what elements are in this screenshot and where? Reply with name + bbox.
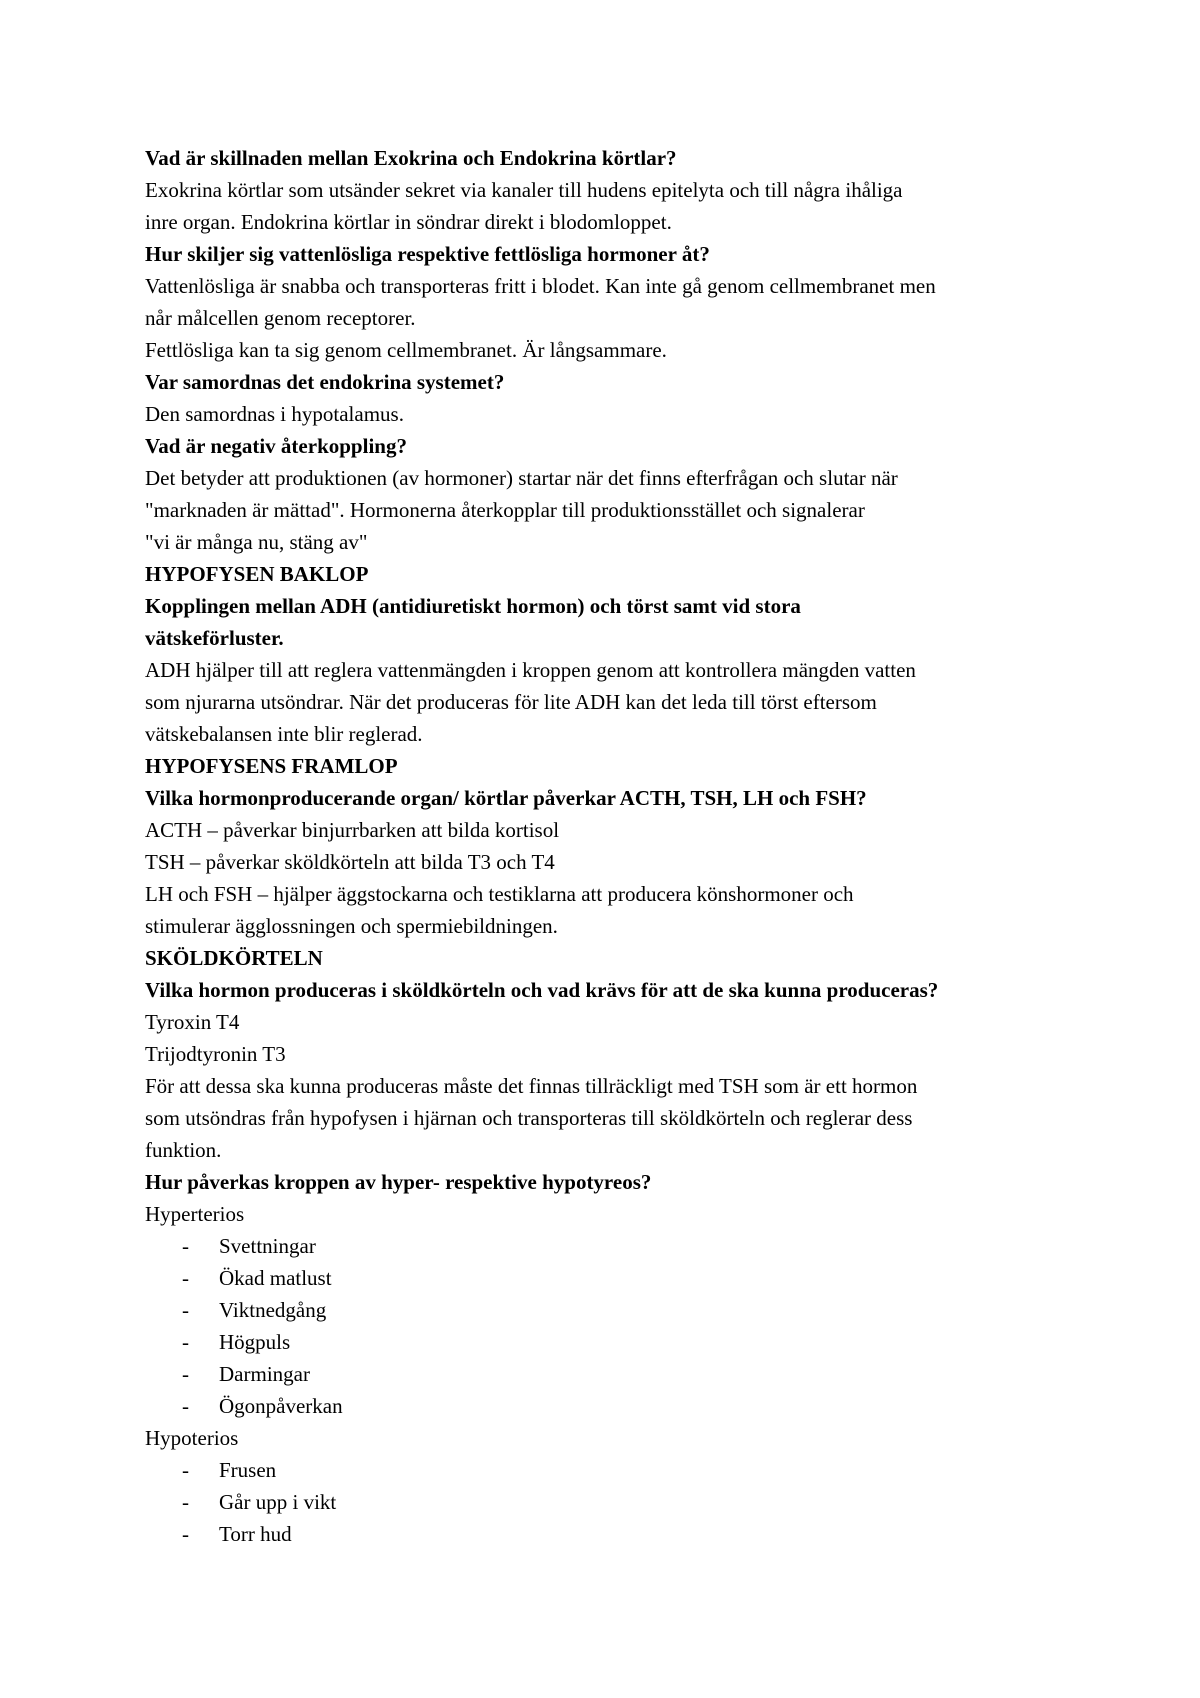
question-heading: Vilka hormonproducerande organ/ körtlar påverkar ACTH, TSH, LH och FSH? [145,786,867,810]
list-dash: - [182,1266,189,1290]
answer-line: Exokrina körtlar som utsänder sekret via kanaler till hudens epitelyta och till några ihåliga [145,178,903,202]
hypoterios-list [145,1454,1085,1550]
question-heading: vätskeförluster. [145,626,284,650]
list-item-label: Frusen [219,1458,277,1482]
list-item-label: Viktnedgång [219,1298,327,1322]
answer-line: Hyperterios [145,1202,245,1226]
question-heading: Kopplingen mellan ADH (antidiuretiskt hormon) och törst samt vid stora [145,594,801,618]
list-dash: - [182,1298,189,1322]
list-item [145,1358,1085,1390]
list-item [145,1326,1085,1358]
question-heading: Vilka hormon produceras i sköldkörteln och vad krävs för att de ska kunna produceras? [145,978,939,1002]
hypoterios-label: Hypoterios [145,1426,239,1450]
question-heading: Hur skiljer sig vattenlösliga respektive fettlösliga hormoner åt? [145,242,710,266]
answer-line: ACTH – påverkar binjurrbarken att bilda kortisol [145,818,560,842]
answer-line: som utsöndras från hypofysen i hjärnan och transporteras till sköldkörteln och reglerar dess [145,1106,913,1130]
answer-line: Det betyder att produktionen (av hormoner) startar när det finns efterfrågan och slutar när [145,466,898,490]
question-heading: Var samordnas det endokrina systemet? [145,370,505,394]
list-dash: - [182,1490,189,1514]
answer-line: Vattenlösliga är snabba och transporteras fritt i blodet. Kan inte gå genom cellmembranet men [145,274,936,298]
list-item [145,1230,1085,1262]
answer-line: som njurarna utsöndrar. När det produceras för lite ADH kan det leda till törst eftersom [145,690,877,714]
question-heading: SKÖLDKÖRTELN [145,946,323,970]
list-item [145,1454,1085,1486]
question-heading: HYPOFYSENS FRAMLOP [145,754,398,778]
list-item [145,1486,1085,1518]
answer-line: Den samordnas i hypotalamus. [145,402,404,426]
answer-line: TSH – påverkar sköldkörteln att bilda T3 och T4 [145,850,555,874]
list-dash: - [182,1458,189,1482]
list-item-label: Högpuls [219,1330,291,1354]
list-item-label: Ögonpåverkan [219,1394,343,1418]
document-body [145,142,1085,1230]
answer-line: "marknaden är mättad". Hormonerna återkopplar till produktionsstället och signalerar [145,498,865,522]
list-item [145,1262,1085,1294]
list-dash: - [182,1234,189,1258]
list-dash: - [182,1362,189,1386]
list-item [145,1518,1085,1550]
document-page [145,142,1085,1550]
list-item [145,1294,1085,1326]
list-item-label: Ökad matlust [219,1266,332,1290]
answer-line: når målcellen genom receptorer. [145,306,416,330]
list-item-label: Torr hud [219,1522,292,1546]
answer-line: "vi är många nu, stäng av" [145,530,368,554]
question-heading: Vad är skillnaden mellan Exokrina och Endokrina körtlar? [145,146,677,170]
answer-line: inre organ. Endokrina körtlar in söndrar direkt i blodomloppet. [145,210,672,234]
list-dash: - [182,1394,189,1418]
list-dash: - [182,1330,189,1354]
hyperterios-list [145,1230,1085,1422]
answer-line: Fettlösliga kan ta sig genom cellmembranet. Är långsammare. [145,338,667,362]
list-item-label: Svettningar [219,1234,316,1258]
answer-line: För att dessa ska kunna produceras måste det finnas tillräckligt med TSH som är ett hormon [145,1074,918,1098]
list-item-label: Går upp i vikt [219,1490,337,1514]
answer-line: funktion. [145,1138,222,1162]
question-heading: HYPOFYSEN BAKLOP [145,562,369,586]
answer-line: Tyroxin T4 [145,1010,240,1034]
list-item [145,1390,1085,1422]
answer-line: Trijodtyronin T3 [145,1042,286,1066]
list-dash: - [182,1522,189,1546]
question-heading: Vad är negativ återkoppling? [145,434,407,458]
answer-line: ADH hjälper till att reglera vattenmängden i kroppen genom att kontrollera mängden vatten [145,658,916,682]
list-item-label: Darmingar [219,1362,310,1386]
answer-line: LH och FSH – hjälper äggstockarna och testiklarna att producera könshormoner och [145,882,854,906]
answer-line: vätskebalansen inte blir reglerad. [145,722,423,746]
answer-line: stimulerar ägglossningen och spermiebildningen. [145,914,558,938]
question-heading: Hur påverkas kroppen av hyper- respektive hypotyreos? [145,1170,652,1194]
